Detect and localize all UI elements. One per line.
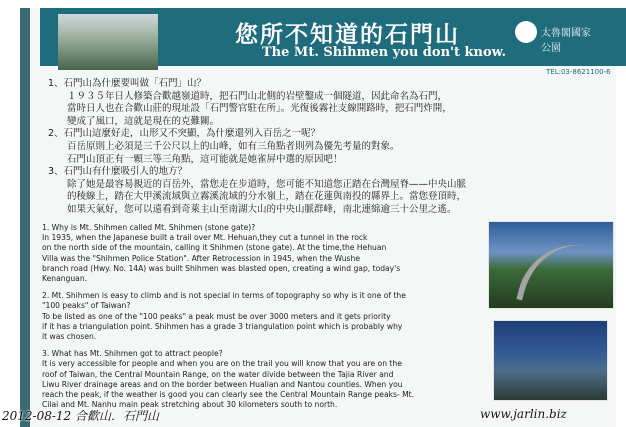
- zh-line: 2、石門山這麼好走，山形又不突顯，為什麼還列入百岳之一呢？: [48, 128, 321, 140]
- en-line: 2. Mt. Shihmen is easy to climb and is not special in terms of topography so why is it one of the: [42, 291, 406, 301]
- paragraph-gap: [42, 284, 480, 291]
- mountain-road-photo: [488, 221, 614, 309]
- en-line: Liwu River drainage areas and on the border between Hualian and Nantou counties. When you: [42, 379, 403, 389]
- park-emblem-icon: [515, 21, 537, 43]
- winding-road-shape: [516, 231, 608, 318]
- en-line: roof of Taiwan, the Central Mountain Range, on the water divide between the Tajia River and: [42, 369, 394, 379]
- zh-line: 百岳原則上必須是三千公尺以上的山峰，如有三角點者則列為優先考量的對象。: [48, 140, 400, 152]
- sign-header: [40, 8, 626, 66]
- en-line: branch road (Hwy. No. 14A) was built Shihmen was blasted open, creating a wind gap, today's: [42, 263, 401, 273]
- en-line: if it has a triangulation point. Shihmen has a grade 3 triangulation point which is probably why: [42, 321, 403, 331]
- zh-line: 石門山頂正有一顆三等三角點，這可能就是她雀屏中選的原因吧！: [48, 153, 343, 165]
- park-logo-text: 太魯閣國家公園: [541, 28, 591, 54]
- photo-date-caption: 2012-08-12 合歡山．石門山: [2, 409, 160, 423]
- en-line: It is very accessible for people and when you are on the trail you will know that you are on the: [42, 359, 402, 369]
- zh-line: １９３５年日人修築合歡越嶺道時，把石門山北側的岩壁鑿成一個隧道，因此命名為石門，: [48, 90, 448, 102]
- en-line: it was chosen.: [42, 332, 97, 342]
- en-line: Kenanguan.: [42, 274, 88, 284]
- zh-line: 如果天氣好，您可以遠看到奇萊主山至南湖大山的中央山脈群峰，南北連綿逾三十公里之遙。: [48, 203, 457, 215]
- telephone-number: TEL:03-8621100-6: [546, 68, 611, 76]
- park-logo: [515, 18, 595, 54]
- en-line: To be listed as one of the "100 peaks" a peak must be over 3000 meters and it gets priority: [42, 311, 391, 321]
- information-sign: [20, 8, 616, 427]
- sign-title-english: The Mt. Shihmen you don't know.: [262, 45, 507, 60]
- mountain-thumbnail-image: [58, 14, 158, 70]
- zh-line: 3、石門山有什麼吸引人的地方？: [48, 166, 188, 178]
- chinese-text-block: [48, 78, 608, 217]
- paragraph-gap: [42, 342, 480, 349]
- en-line: Cilai and Mt. Nanhu main peak stretching about 30 kilometers south to north.: [42, 400, 338, 410]
- mountain-ridge-photo: [493, 320, 608, 401]
- en-line: on the north side of the mountain, calling it Shihmen (stone gate). At the time,the Hehuan: [42, 243, 387, 253]
- en-line: 3. What has Mt. Shihmen got to attract people?: [42, 349, 223, 359]
- zh-line: 的稜線上，踏在大甲溪流域與立霧溪流域的分水嶺上，踏在花蓮與南投的縣界上。當您登頂時，: [48, 191, 467, 203]
- english-text-block: [42, 223, 480, 410]
- zh-line: 除了她是最容易親近的百岳外，當您走在步道時，您可能不知道您正踏在台灣屋脊——中央山脈: [48, 178, 467, 190]
- zh-line: 變成了風口，這就是現在的克難關。: [48, 115, 220, 127]
- photo-site-watermark: www.jarlin.biz: [480, 407, 567, 421]
- en-line: Villa was the "Shihmen Police Station". After Retrocession in 1945, when the Wushe: [42, 253, 360, 263]
- en-line: reach the peak, if the weather is good you can clearly see the Central Mountain Range peaks- Mt.: [42, 390, 415, 400]
- en-line: 1. Why is Mt. Shihmen called Mt. Shihmen (stone gate)?: [42, 223, 256, 232]
- zh-line: 當時日人也在合歡山莊的現址設「石門警官駐在所」。光復後霧社支線開路時，把石門炸開，: [48, 103, 452, 115]
- zh-line: 1、石門山為什麼要叫做「石門」山？: [48, 78, 207, 89]
- en-line: In 1935, when the Japanese built a trail over Mt. Hehuan,they cut a tunnel in the rock: [42, 233, 368, 243]
- en-line: "100 peaks" of Taiwan?: [42, 301, 131, 311]
- sign-title-chinese: 您所不知道的石門山: [235, 22, 460, 48]
